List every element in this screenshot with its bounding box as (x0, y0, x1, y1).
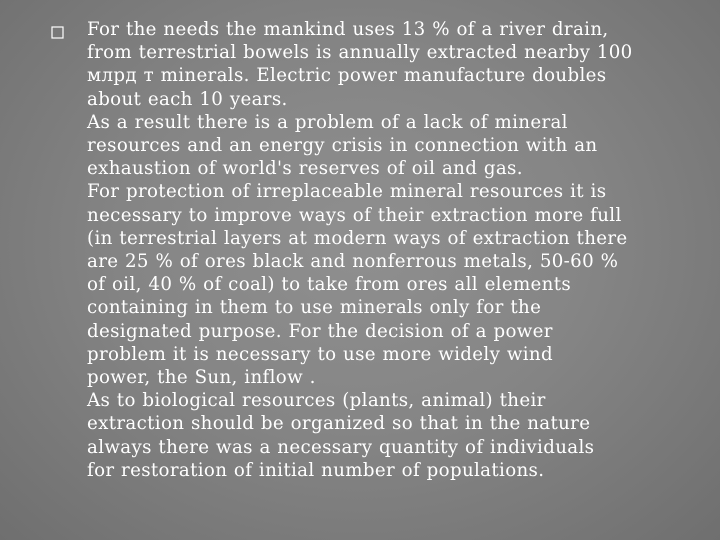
text-line: (in terrestrial layers at modern ways of extraction there (87, 227, 628, 249)
text-line: designated purpose. For the decision of a power (87, 320, 553, 342)
text-line: For protection of irreplaceable mineral resources it is (87, 181, 607, 203)
text-line: extraction should be organized so that in the nature (87, 413, 591, 435)
text-line: for restoration of initial number of populations. (87, 459, 545, 481)
text-line: necessary to improve ways of their extraction more full (87, 204, 622, 226)
text-line: problem it is necessary to use more widely wind (87, 343, 553, 365)
text-line: млрд т minerals. Electric power manufacture doubles (87, 65, 607, 87)
text-line: from terrestrial bowels is annually extracted nearby 100 (87, 42, 633, 64)
slide-body-text (87, 18, 697, 482)
text-line: As a result there is a problem of a lack of mineral (87, 111, 568, 133)
text-line: resources and an energy crisis in connection with an (87, 135, 598, 157)
text-line: containing in them to use minerals only for the (87, 297, 542, 319)
text-line: power, the Sun, inflow . (87, 367, 316, 389)
text-line: As to biological resources (plants, animal) their (87, 390, 546, 412)
text-line: are 25 % of ores black and nonferrous metals, 50-60 % (87, 251, 619, 273)
text-line: about each 10 years. (87, 88, 288, 110)
text-line: of oil, 40 % of coal) to take from ores all elements (87, 274, 572, 296)
text-line: For the needs the mankind uses 13 % of a river drain, (87, 19, 609, 40)
text-line: always there was a necessary quantity of individuals (87, 436, 595, 458)
hollow-square-bullet-icon (51, 26, 64, 39)
text-line: exhaustion of world's reserves of oil and gas. (87, 158, 523, 180)
